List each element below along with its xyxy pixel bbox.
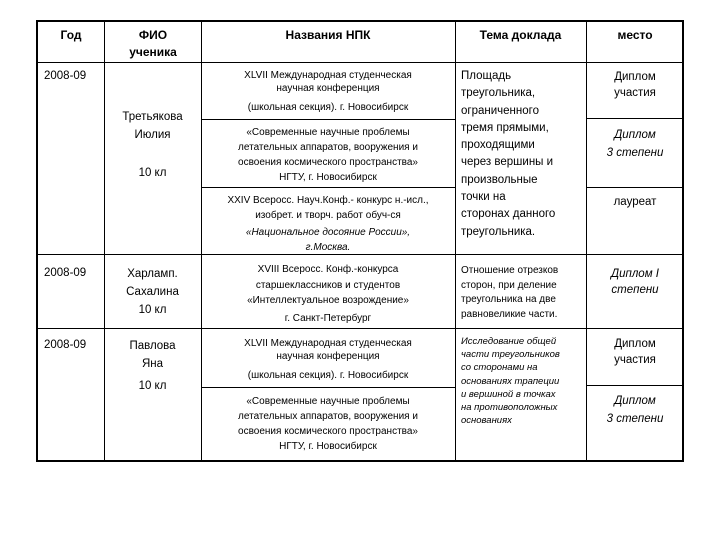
- conference-cell: [201, 337, 455, 382]
- conference-line: XXIV Всеросс. Науч.Конф.- конкурс н.-исл.,: [227, 195, 429, 206]
- header-topic: Тема доклада: [479, 28, 562, 42]
- header-divider: [38, 62, 682, 63]
- conference-line: освоения космического пространства»: [238, 157, 418, 168]
- place-line: степени: [611, 284, 659, 296]
- topic-line: основаниях: [461, 415, 512, 427]
- student-cell: [104, 337, 201, 395]
- header-year: Год: [60, 28, 82, 42]
- place-cell: [586, 266, 684, 298]
- topic-line: точки на: [461, 191, 506, 204]
- conference-line: летательных аппаратов, вооружения и: [238, 411, 418, 422]
- row-divider: [38, 328, 682, 329]
- conference-line: изобрет. и творч. работ обуч-ся: [255, 210, 401, 221]
- topic-line: равновеликие части.: [461, 308, 558, 320]
- conference-line: г.Москва.: [305, 242, 351, 253]
- year-cell: 2008-09: [44, 339, 87, 351]
- place-line: участия: [614, 354, 656, 366]
- place-line: Диплом: [614, 395, 656, 407]
- results-table: [36, 20, 684, 462]
- student-name: Июлия: [134, 129, 171, 141]
- topic-line: тремя прямыми,: [461, 121, 549, 134]
- student-name: Сахалина: [126, 286, 179, 298]
- topic-cell: [461, 335, 586, 427]
- student-cell: [104, 108, 201, 182]
- place-line: 3 степени: [606, 147, 664, 159]
- topic-line: через вершины и: [461, 156, 554, 169]
- student-name: Яна: [141, 358, 164, 370]
- topic-line: Отношение отрезков: [461, 265, 559, 276]
- conference-line: освоения космического пространства»: [238, 426, 418, 437]
- conference-cell: [201, 262, 455, 326]
- sub-divider: [201, 387, 455, 388]
- student-grade: 10 кл: [138, 167, 167, 179]
- student-name: Харламп.: [127, 268, 178, 280]
- header-place: место: [617, 28, 653, 42]
- topic-line: Площадь: [461, 70, 512, 82]
- conference-line: XVIII Всеросс. Конф.-конкурса: [257, 264, 399, 275]
- topic-line: ограниченного: [461, 104, 539, 117]
- header-student: ФИО ученика: [129, 28, 177, 59]
- sub-divider: [586, 385, 682, 386]
- topic-line: и вершиной в точках: [461, 388, 556, 400]
- sub-divider: [201, 187, 455, 188]
- student-cell: [104, 265, 201, 319]
- conference-line: XLVII Международная студенческая: [244, 338, 412, 349]
- topic-line: треугольника,: [461, 87, 536, 100]
- conference-line: старшеклассников и студентов: [255, 279, 401, 291]
- place-cell: [586, 336, 684, 368]
- conference-line: НГТУ, г. Новосибирск: [279, 172, 377, 183]
- topic-line: проходящими: [461, 139, 535, 152]
- topic-line: сторон, при деление: [461, 279, 557, 291]
- place-cell: [586, 126, 684, 162]
- sub-divider: [586, 187, 682, 188]
- conference-line: «Интеллектуальное возрождение»: [247, 295, 409, 306]
- place-line: 3 степени: [606, 413, 664, 425]
- student-name: Третьякова: [122, 111, 183, 123]
- place-line: участия: [614, 87, 656, 99]
- topic-line: со сторонами на: [461, 362, 538, 374]
- sub-divider: [201, 119, 455, 120]
- topic-line: треугольника на две: [461, 294, 556, 305]
- sub-divider: [586, 118, 682, 119]
- place-line: Диплом I: [611, 268, 659, 280]
- conference-line: (школьная секция). г. Новосибирск: [247, 102, 409, 113]
- place-cell: [586, 194, 684, 210]
- year-cell: 2008-09: [44, 70, 87, 82]
- conference-cell: [201, 394, 455, 454]
- conference-line: (школьная секция). г. Новосибирск: [247, 370, 409, 381]
- col-divider: [455, 22, 456, 460]
- conference-line: научная конференция: [276, 351, 380, 362]
- student-grade: 10 кл: [138, 380, 167, 392]
- place-line: Диплом: [614, 129, 656, 141]
- conference-line: «Современные научные проблемы: [246, 396, 410, 407]
- place-line: Диплом: [614, 71, 656, 83]
- conference-cell: [201, 69, 455, 114]
- place-line: лауреат: [613, 196, 657, 208]
- conference-line: научная конференция: [276, 83, 380, 94]
- conference-line: XLVII Международная студенческая: [244, 70, 412, 81]
- conference-line: «Национальное досояние России»,: [245, 227, 411, 238]
- topic-line: основаниях трапеции: [461, 375, 560, 387]
- topic-line: на противоположных: [461, 402, 558, 414]
- topic-cell: [461, 68, 586, 241]
- conference-cell: [201, 193, 455, 255]
- student-name: Павлова: [129, 340, 176, 352]
- topic-line: Исследование общей: [461, 336, 557, 347]
- conference-line: летательных аппаратов, вооружения и: [238, 142, 418, 153]
- topic-line: сторонах данного: [461, 208, 556, 221]
- student-grade: 10 кл: [138, 304, 167, 316]
- conference-line: г. Санкт-Петербург: [284, 312, 372, 324]
- topic-cell: [461, 264, 586, 322]
- place-line: Диплом: [614, 338, 656, 350]
- topic-line: произвольные: [461, 173, 538, 186]
- topic-line: треугольника.: [461, 225, 536, 238]
- year-cell: 2008-09: [44, 267, 87, 279]
- conference-cell: [201, 125, 455, 185]
- header-conference: Названия НПК: [285, 28, 371, 42]
- conference-line: «Современные научные проблемы: [246, 127, 410, 138]
- topic-line: части треугольников: [461, 349, 560, 361]
- conference-line: НГТУ, г. Новосибирск: [279, 441, 377, 452]
- place-cell: [586, 69, 684, 101]
- place-cell: [586, 392, 684, 428]
